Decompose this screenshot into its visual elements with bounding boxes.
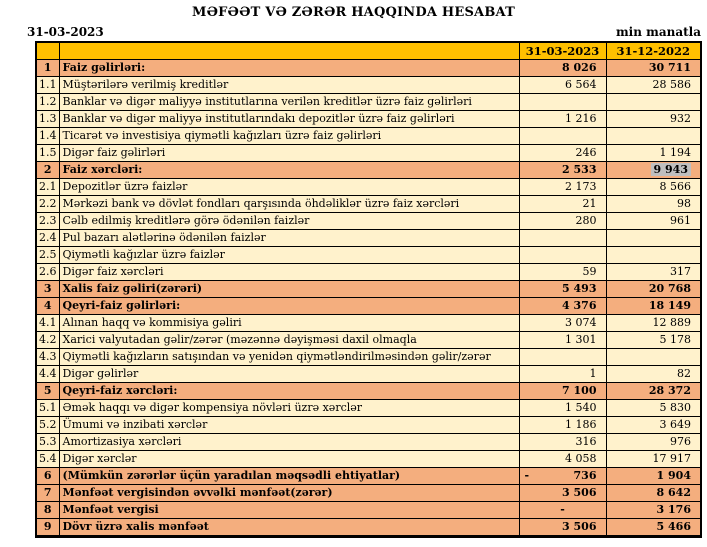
table-row-7: [36, 485, 701, 502]
table-row-2.2: [36, 196, 701, 213]
value-current-period: 59: [519, 264, 606, 281]
value-previous-period: 3 176: [606, 502, 701, 519]
value-previous-period: 317: [606, 264, 701, 281]
table-row-2.1: [36, 179, 701, 196]
value-previous-period: 1 904: [606, 468, 701, 485]
row-number: 5.3: [36, 434, 59, 451]
value-previous-period: 3 649: [606, 417, 701, 434]
value-previous-period: [606, 162, 701, 179]
row-label: Cəlb edilmiş kreditlərə görə ödənilən faizlər: [59, 213, 519, 230]
value-current-period: 280: [519, 213, 606, 230]
row-number: 1.4: [36, 128, 59, 145]
table-row-4.2: [36, 332, 701, 349]
value-current-period: 8 026: [519, 60, 606, 77]
value-previous-period: [606, 94, 701, 111]
value-current-period: 1 216: [519, 111, 606, 128]
value-current-period: 246: [519, 145, 606, 162]
value-previous-period: 1 194: [606, 145, 701, 162]
row-number: 7: [36, 485, 59, 502]
value-current-period: [519, 128, 606, 145]
table-row-2: [36, 162, 701, 179]
row-number: 2: [36, 162, 59, 179]
row-label: Müştərilərə verilmiş kreditlər: [59, 77, 519, 94]
value-current-period: 7 100: [519, 383, 606, 400]
row-label: Banklar və digər maliyyə institutlarına verilən kreditlər üzrə faiz gəlirləri: [59, 94, 519, 111]
table-row-5.3: [36, 434, 701, 451]
row-number: 3: [36, 281, 59, 298]
value-previous-period: 961: [606, 213, 701, 230]
value-current-period: 6 564: [519, 77, 606, 94]
table-row-1.2: [36, 94, 701, 111]
value-previous-period: 18 149: [606, 298, 701, 315]
table-row-2.6: [36, 264, 701, 281]
value-current-period: [519, 230, 606, 247]
row-number: 1: [36, 60, 59, 77]
value-previous-period: 932: [606, 111, 701, 128]
table-row-5: [36, 383, 701, 400]
value-previous-period: [606, 247, 701, 264]
row-number: 1.3: [36, 111, 59, 128]
value-current-period: 1 186: [519, 417, 606, 434]
row-label: Banklar və digər maliyyə institutlarındakı depozitlər üzrə faiz gəlirləri: [59, 111, 519, 128]
row-label: Xalis faiz gəliri(zərəri): [59, 281, 519, 298]
row-label: Digər faiz gəlirləri: [59, 145, 519, 162]
row-number: 8: [36, 502, 59, 519]
value-previous-period: [606, 230, 701, 247]
header-cell-empty-label: [59, 42, 519, 60]
report-title: MƏFƏƏT VƏ ZƏRƏR HAQQINDA HESABAT: [192, 5, 515, 20]
table-row-6: [36, 468, 701, 485]
table-row-8: [36, 502, 701, 519]
row-number: 2.6: [36, 264, 59, 281]
row-number: 4.1: [36, 315, 59, 332]
value-current-period: 4 376: [519, 298, 606, 315]
value-previous-period: 8 642: [606, 485, 701, 502]
row-number: 6: [36, 468, 59, 485]
selected-value-highlight: 9 943: [651, 163, 691, 176]
row-label: Qiymətli kağızların satışından və yenidən qiymətləndirilməsindən gəlir/zərər: [59, 349, 519, 366]
table-row-1.3: [36, 111, 701, 128]
row-label: Qeyri-faiz gəlirləri:: [59, 298, 519, 315]
value-current-period: 3 506: [519, 485, 606, 502]
row-label: Digər gəlirlər: [59, 366, 519, 383]
row-number: 1.5: [36, 145, 59, 162]
value-text: 736: [573, 469, 597, 483]
value-current-period: 21: [519, 196, 606, 213]
value-current-period: [519, 247, 606, 264]
value-previous-period: 12 889: [606, 315, 701, 332]
table-row-5.4: [36, 451, 701, 468]
table-row-4: [36, 298, 701, 315]
split-value: [520, 470, 606, 482]
value-current-period: 3 074: [519, 315, 606, 332]
value-previous-period: 82: [606, 366, 701, 383]
table-row-3: [36, 281, 701, 298]
negative-dash: -: [524, 469, 530, 483]
value-current-period: 1 301: [519, 332, 606, 349]
row-number: 4.4: [36, 366, 59, 383]
row-number: 4.2: [36, 332, 59, 349]
table-row-2.3: [36, 213, 701, 230]
table-row-5.1: [36, 400, 701, 417]
row-label: Ticarət və investisiya qiymətli kağızları üzrə faiz gəlirləri: [59, 128, 519, 145]
report-table: [35, 41, 702, 538]
value-previous-period: [606, 128, 701, 145]
value-previous-period: 20 768: [606, 281, 701, 298]
report-meta: [27, 25, 701, 39]
table-row-1.1: [36, 77, 701, 94]
value-current-period: [519, 468, 606, 485]
row-number: 2.2: [36, 196, 59, 213]
value-previous-period: 17 917: [606, 451, 701, 468]
report-rows: [36, 60, 701, 537]
row-label: Alınan haqq və kommisiya gəliri: [59, 315, 519, 332]
column-header-previous: 31-12-2022: [606, 42, 701, 60]
row-number: 5: [36, 383, 59, 400]
table-row-4.3: [36, 349, 701, 366]
value-previous-period: 976: [606, 434, 701, 451]
value-current-period: 1: [519, 366, 606, 383]
row-label: Mənfəət vergisindən əvvəlki mənfəət(zərər): [59, 485, 519, 502]
value-current-period: 5 493: [519, 281, 606, 298]
value-current-period: [519, 349, 606, 366]
value-current-period: 1 540: [519, 400, 606, 417]
row-label: Ümumi və inzibati xərclər: [59, 417, 519, 434]
value-current-period: 316: [519, 434, 606, 451]
table-row-1.5: [36, 145, 701, 162]
row-label: Mənfəət vergisi: [59, 502, 519, 519]
value-previous-period: 8 566: [606, 179, 701, 196]
row-label: Pul bazarı alətlərinə ödənilən faizlər: [59, 230, 519, 247]
row-label: Xarici valyutadan gəlir/zərər (məzənnə dəyişməsi daxil olmaqla: [59, 332, 519, 349]
row-label: Faiz gəlirləri:: [59, 60, 519, 77]
value-previous-period: 28 586: [606, 77, 701, 94]
value-previous-period: 5 466: [606, 519, 701, 537]
row-label: Digər xərclər: [59, 451, 519, 468]
value-previous-period: 5 178: [606, 332, 701, 349]
row-number: 2.3: [36, 213, 59, 230]
table-header-row: [36, 42, 701, 60]
table-row-5.2: [36, 417, 701, 434]
row-number: 9: [36, 519, 59, 537]
value-previous-period: 28 372: [606, 383, 701, 400]
row-label: Dövr üzrə xalis mənfəət: [59, 519, 519, 537]
value-current-period: 3 506: [519, 519, 606, 537]
header-cell-empty-num: [36, 42, 59, 60]
table-row-1.4: [36, 128, 701, 145]
value-current-period: 4 058: [519, 451, 606, 468]
row-number: 2.4: [36, 230, 59, 247]
row-number: 1.1: [36, 77, 59, 94]
report-date: 31-03-2023: [27, 25, 104, 39]
value-previous-period: [606, 349, 701, 366]
row-number: 1.2: [36, 94, 59, 111]
row-label: Qeyri-faiz xərcləri:: [59, 383, 519, 400]
row-number: 5.1: [36, 400, 59, 417]
row-number: 4.3: [36, 349, 59, 366]
row-number: 5.2: [36, 417, 59, 434]
row-number: 2.5: [36, 247, 59, 264]
row-number: 2.1: [36, 179, 59, 196]
row-label: Mərkəzi bank və dövlət fondları qarşısında öhdəliklər üzrə faiz xərcləri: [59, 196, 519, 213]
row-label: Amortizasiya xərcləri: [59, 434, 519, 451]
row-label: Digər faiz xərcləri: [59, 264, 519, 281]
table-row-4.1: [36, 315, 701, 332]
row-number: 5.4: [36, 451, 59, 468]
value-previous-period: 5 830: [606, 400, 701, 417]
row-label: (Mümkün zərərlər üçün yaradılan məqsədli ehtiyatlar): [59, 468, 519, 485]
table-row-2.4: [36, 230, 701, 247]
row-label: Depozitlər üzrə faizlər: [59, 179, 519, 196]
table-row-2.5: [36, 247, 701, 264]
unit-label: min manatla: [615, 25, 701, 39]
row-label: Əmək haqqı və digər kompensiya növləri üzrə xərclər: [59, 400, 519, 417]
column-header-current: 31-03-2023: [519, 42, 606, 60]
table-row-9: [36, 519, 701, 537]
row-label: Faiz xərcləri:: [59, 162, 519, 179]
table-row-1: [36, 60, 701, 77]
value-previous-period: 30 711: [606, 60, 701, 77]
value-current-period: 2 533: [519, 162, 606, 179]
row-number: 4: [36, 298, 59, 315]
value-current-period: 2 173: [519, 179, 606, 196]
value-previous-period: 98: [606, 196, 701, 213]
row-label: Qiymətli kağızlar üzrə faizlər: [59, 247, 519, 264]
value-current-period: -: [519, 502, 606, 519]
value-current-period: [519, 94, 606, 111]
table-row-4.4: [36, 366, 701, 383]
